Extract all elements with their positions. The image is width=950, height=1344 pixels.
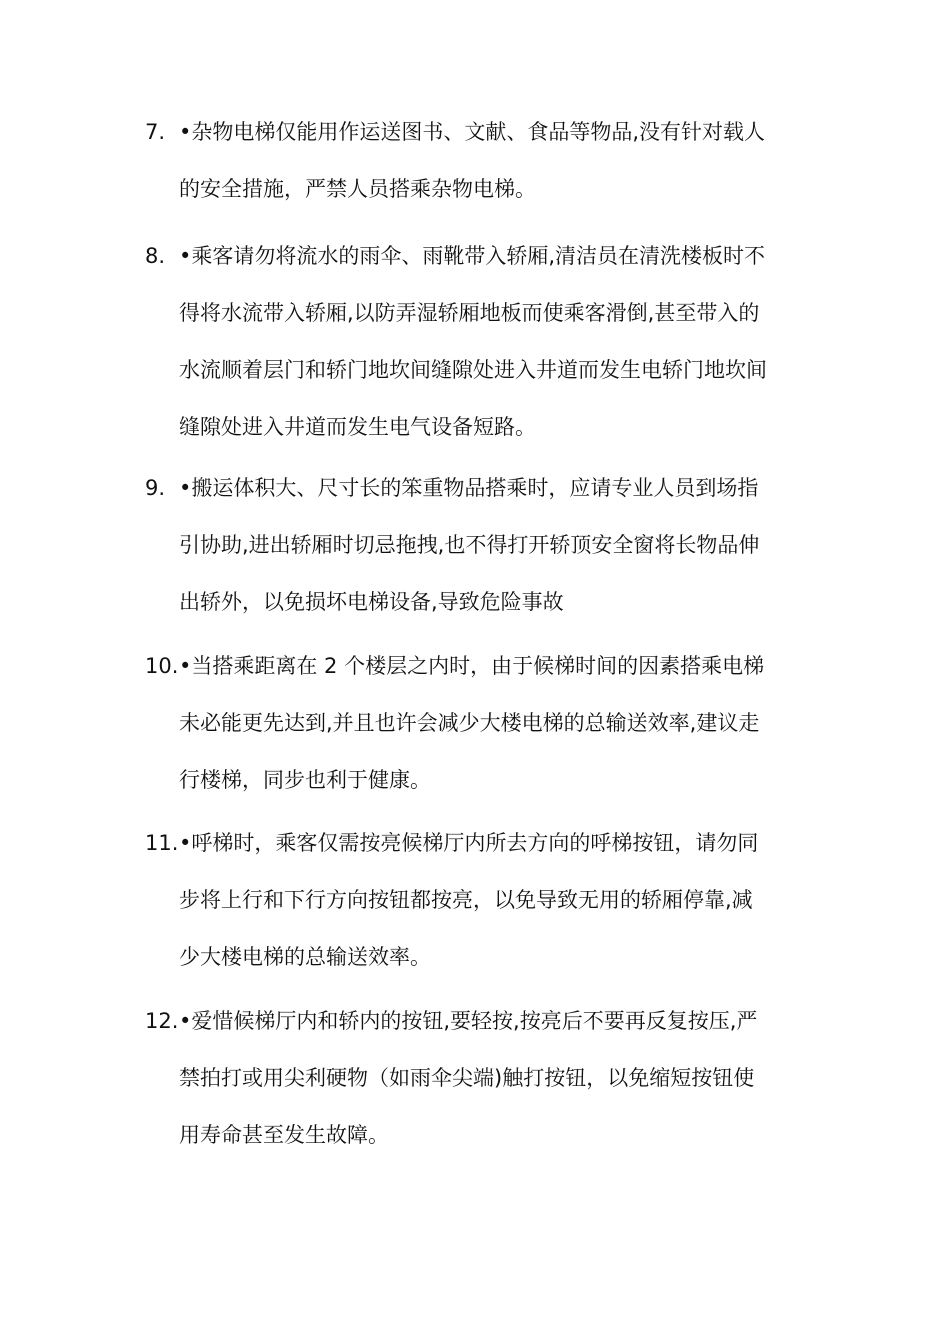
text-line: •呼梯时，乘客仅需按亮候梯厅内所去方向的呼梯按钮，请勿同 [179, 831, 759, 855]
text-line: •爱惜候梯厅内和轿内的按钮,要轻按,按亮后不要再反复按压,严 [179, 1009, 758, 1033]
item-text [179, 832, 819, 968]
item-text [179, 655, 819, 791]
text-line: 用寿命甚至发生故障。 [179, 1123, 389, 1147]
text-line: 得将水流带入轿厢,以防弄湿轿厢地板而使乘客滑倒,甚至带入的 [179, 301, 760, 325]
item-text [179, 245, 819, 438]
item-number: 8. [145, 244, 166, 268]
text-line: 未必能更先达到,并且也许会减少大楼电梯的总输送效率,建议走 [179, 711, 760, 735]
text-line: 的安全措施，严禁人员搭乘杂物电梯。 [179, 177, 536, 201]
text-line: •乘客请勿将流水的雨伞、雨靴带入轿厢,清洁员在清洗楼板时不 [179, 244, 766, 268]
text-line: •当搭乘距离在 2 个楼层之内时，由于候梯时间的因素搭乘电梯 [179, 654, 765, 678]
text-line: 少大楼电梯的总输送效率。 [179, 945, 431, 969]
text-line: 禁拍打或用尖利硬物（如雨伞尖端)触打按钮，以免缩短按钮使 [179, 1066, 755, 1090]
text-line: •杂物电梯仅能用作运送图书、文献、食品等物品,没有针对载人 [179, 120, 766, 144]
item-number: 12. [145, 1009, 179, 1033]
item-number: 11. [145, 831, 179, 855]
item-number: 7. [145, 120, 166, 144]
text-line: 缝隙处进入井道而发生电气设备短路。 [179, 415, 536, 439]
text-line: 行楼梯，同步也利于健康。 [179, 768, 431, 792]
item-text [179, 1010, 819, 1146]
item-number: 9. [145, 476, 166, 500]
item-text [179, 477, 819, 613]
text-line: 引协助,进出轿厢时切忌拖拽,也不得打开轿顶安全窗将长物品伸 [179, 533, 760, 557]
item-number: 10. [145, 654, 179, 678]
text-line: •搬运体积大、尺寸长的笨重物品搭乘时，应请专业人员到场指 [179, 476, 759, 500]
text-line: 出轿外，以免损坏电梯设备,导致危险事故 [179, 590, 564, 614]
item-text [179, 121, 819, 200]
text-line: 步将上行和下行方向按钮都按亮，以免导致无用的轿厢停靠,减 [179, 888, 753, 912]
text-line: 水流顺着层门和轿门地坎间缝隙处进入井道而发生电轿门地坎间 [179, 358, 767, 382]
